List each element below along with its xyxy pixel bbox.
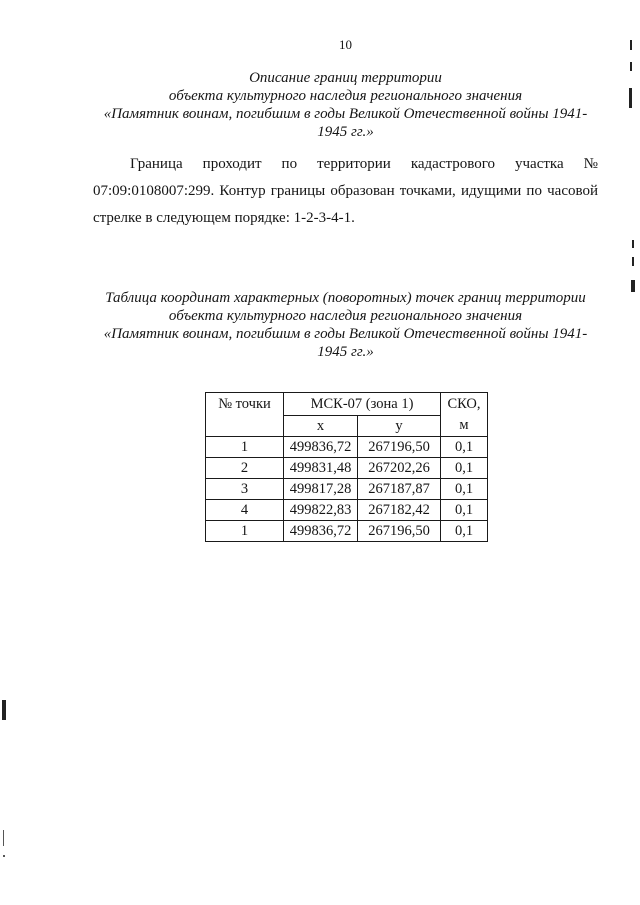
y-coordinate-cell: 267196,50 — [358, 521, 441, 542]
table-row — [206, 458, 488, 479]
point-number-header: № точки — [206, 393, 284, 437]
y-coordinate-cell: 267196,50 — [358, 437, 441, 458]
error-cell: 0,1 — [441, 458, 488, 479]
description-title-line: 1945 гг.» — [317, 124, 374, 140]
point-number-cell: 1 — [206, 437, 284, 458]
table-title-line: Таблица координат характерных (поворотных) точек границ территории — [105, 290, 586, 306]
y-header: y — [358, 416, 441, 437]
error-header — [441, 393, 488, 437]
point-number-cell: 2 — [206, 458, 284, 479]
table-title-line: объекта культурного наследия регионального значения — [168, 308, 523, 324]
point-number-cell: 4 — [206, 500, 284, 521]
scan-mark — [2, 700, 6, 720]
description-title — [93, 69, 598, 141]
description-title-line: объекта культурного наследия регионального значения — [168, 88, 523, 104]
point-number-cell: 3 — [206, 479, 284, 500]
table-row — [206, 521, 488, 542]
y-coordinate-cell: 267182,42 — [358, 500, 441, 521]
table-row — [206, 437, 488, 458]
error-cell: 0,1 — [441, 521, 488, 542]
error-header-line: СКО, — [447, 396, 481, 412]
y-coordinate-cell: 267187,87 — [358, 479, 441, 500]
scan-mark — [630, 40, 632, 50]
paragraph-line: 07:09:0108007:299. Контур границы образован точками, идущими по часовой — [93, 183, 598, 199]
description-title-line: Описание границ территории — [249, 70, 442, 86]
scan-mark — [3, 830, 4, 846]
scan-mark — [631, 280, 635, 292]
scan-mark — [3, 855, 5, 857]
paragraph-line: стрелке в следующем порядке: 1-2-3-4-1. — [93, 210, 355, 226]
table-header-row — [206, 393, 488, 416]
x-coordinate-cell: 499817,28 — [284, 479, 358, 500]
x-coordinate-cell: 499831,48 — [284, 458, 358, 479]
error-header-unit: м — [459, 417, 469, 433]
description-title-line: «Памятник воинам, погибшим в годы Великой Отечественной войны 1941- — [103, 106, 588, 122]
table-row — [206, 479, 488, 500]
paragraph-line: Граница проходит по территории кадастрового участка № — [130, 156, 598, 172]
page-number: 10 — [339, 37, 352, 52]
table-title-line: «Памятник воинам, погибшим в годы Великой Отечественной войны 1941- — [103, 326, 588, 342]
table-title-line: 1945 гг.» — [317, 344, 374, 360]
coordinate-system-header: МСК-07 (зона 1) — [284, 393, 441, 416]
y-coordinate-cell: 267202,26 — [358, 458, 441, 479]
table-title — [93, 289, 598, 361]
scan-mark — [632, 257, 634, 266]
point-number-cell: 1 — [206, 521, 284, 542]
coordinates-table — [205, 392, 488, 542]
error-cell: 0,1 — [441, 437, 488, 458]
table-row — [206, 500, 488, 521]
x-coordinate-cell: 499836,72 — [284, 437, 358, 458]
scan-mark — [630, 62, 632, 71]
x-header: x — [284, 416, 358, 437]
error-cell: 0,1 — [441, 500, 488, 521]
error-cell: 0,1 — [441, 479, 488, 500]
scan-mark — [629, 88, 632, 108]
boundary-description-paragraph — [93, 151, 598, 232]
x-coordinate-cell: 499836,72 — [284, 521, 358, 542]
x-coordinate-cell: 499822,83 — [284, 500, 358, 521]
scan-mark — [632, 240, 634, 248]
